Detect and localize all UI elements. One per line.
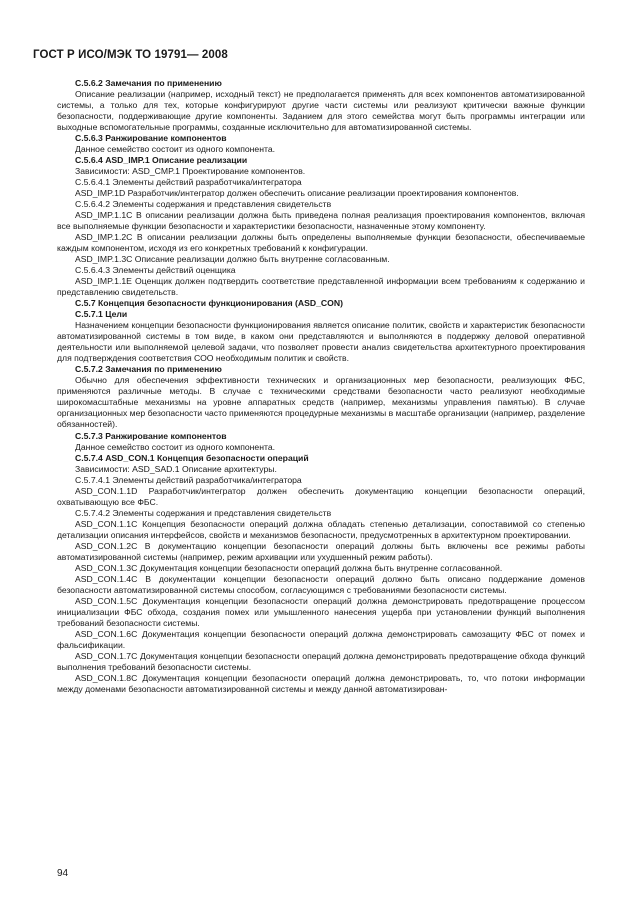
body-paragraph: С.5.6.4.3 Элементы действий оценщика	[75, 265, 236, 276]
body-paragraph: ASD_IMP.1.3C Описание реализации должно быть внутренне согласованным.	[75, 254, 390, 265]
body-paragraph: Зависимости: ASD_SAD.1 Описание архитектуры.	[75, 463, 277, 474]
body-paragraph: ASD_IMP.1.1C В описании реализации должна быть приведена полная реализация проектирования компонентов, включая все выполняемые функции безопасности и характеристики безопасности, назначенные этому компоненту.	[57, 210, 585, 232]
body-paragraph: ASD_CON.1.5C Документация концепции безопасности операций должна демонстрировать предотвращение процессом инициализации ФБС обхода, создания помех или умышленного нанесения ущерба при установлении функций выполнения требований безопасности системы.	[57, 595, 585, 628]
document-header: ГОСТ Р ИСО/МЭК ТО 19791— 2008	[33, 49, 228, 61]
body-paragraph: Назначением концепции безопасности функционирования является описание политик, свойств и характеристик безопасности автоматизированной системы в том виде, в каком они представляются и выполняются в поддержку деловой оперативной деятельности или выполняемой целевой задачи, что позволяет провести анализ свидетельства архитектурного проектирования для подтверждения соответствия СОО необходимым политик и свойств.	[57, 320, 585, 364]
body-paragraph: С.5.7.4.2 Элементы содержания и представления свидетельств	[75, 507, 332, 518]
section-heading: С.5.7.2 Замечания по применению	[75, 364, 222, 375]
document-body	[57, 78, 585, 695]
page-number: 94	[57, 868, 69, 879]
section-heading: С.5.7 Концепция безопасности функционирования (ASD_CON)	[75, 298, 343, 309]
section-heading: С.5.7.1 Цели	[75, 309, 128, 320]
section-heading: С.5.7.3 Ранжирование компонентов	[75, 430, 227, 441]
body-paragraph: С.5.7.4.1 Элементы действий разработчика/интегратора	[75, 474, 302, 485]
body-paragraph: ASD_CON.1.4C В документации концепции безопасности операций должно быть описано поддержание доменов безопасности автоматизированной системы способом, согласующимся с требованиями безопасности системы.	[57, 573, 585, 595]
body-paragraph: Описание реализации (например, исходный текст) не предполагается применять для всех компонентов автоматизированной системы, а только для тех, которые конфигурируют другие части системы или реализуют критически важные функции безопасности, поддерживающие другие компоненты. Заданием для этого семейства могут быть программы интеграции или выходные вспомогательные программы, созданные исключительно для автоматизированной системы.	[57, 89, 585, 133]
section-heading: С.5.6.3 Ранжирование компонентов	[75, 133, 227, 144]
body-paragraph: ASD_CON.1.8C Документация концепции безопасности операций должна демонстрировать, то, что потоки информации между доменами безопасности автоматизированной системы и между данной автоматизирован-	[57, 672, 585, 694]
section-heading: С.5.7.4 ASD_CON.1 Концепция безопасности операций	[75, 452, 309, 463]
body-paragraph: ASD_CON.1.7C Документация концепции безопасности операций должна демонстрировать предотвращение обхода функций выполнения требований безопасности системы.	[57, 650, 585, 672]
body-paragraph: ASD_IMP.1.2C В описании реализации должны быть определены выполняемые функции безопасности, обеспечиваемые каждым компонентом, исходя из его конкретных требований к конфигурации.	[57, 232, 585, 254]
section-heading: С.5.6.2 Замечания по применению	[75, 78, 222, 88]
body-paragraph: Зависимости: ASD_CMP.1 Проектирование компонентов.	[75, 166, 306, 177]
body-paragraph: ASD_IMP.1D Разработчик/интегратор должен обеспечить описание реализации проектирования компонентов.	[75, 188, 519, 199]
body-paragraph: ASD_CON.1.3C Документация концепции безопасности операций должна быть внутренне согласованной.	[75, 562, 503, 573]
body-paragraph: Обычно для обеспечения эффективности технических и организационных мер безопасности, реализующих ФБС, применяются различные методы. В случае с техническими средствами безопасности часто реализуют необходимые широкомасштабные механизмы на уровне аппаратных средств (например, механизмы управления памятью). В случае организационных мер безопасности часто применяются процедурные механизмы в масштабе организации (например, разделение обязанностей).	[57, 375, 585, 430]
body-paragraph: ASD_IMP.1.1E Оценщик должен подтвердить соответствие представленной информации всем требованиям к содержанию и представлению свидетельств.	[57, 276, 585, 298]
body-paragraph: ASD_CON.1.1C Концепция безопасности операций должна обладать степенью детализации, сопоставимой со степенью детализации описания интерфейсов, свойств и механизмов безопасности, предусмотренных в архитектурном проектировании.	[57, 518, 585, 540]
body-paragraph: С.5.6.4.1 Элементы действий разработчика/интегратора	[75, 177, 302, 188]
body-paragraph: ASD_CON.1.2C В документацию концепции безопасности операций должны быть включены все режимы работы автоматизированной системы (например, режим архивации или ухудшенный режим работы).	[57, 540, 585, 562]
section-heading: С.5.6.4 ASD_IMP.1 Описание реализации	[75, 155, 248, 166]
body-paragraph: Данное семейство состоит из одного компонента.	[75, 441, 276, 452]
body-paragraph: Данное семейство состоит из одного компонента.	[75, 144, 276, 155]
body-paragraph: С.5.6.4.2 Элементы содержания и представления свидетельств	[75, 199, 332, 210]
body-paragraph: ASD_CON.1.6C Документация концепции безопасности операций должна демонстрировать самозащиту ФБС от помех и фальсификации.	[57, 628, 585, 650]
body-paragraph: ASD_CON.1.1D Разработчик/интегратор должен обеспечить документацию концепции безопасности операций, охватывающую все ФБС.	[57, 485, 585, 507]
